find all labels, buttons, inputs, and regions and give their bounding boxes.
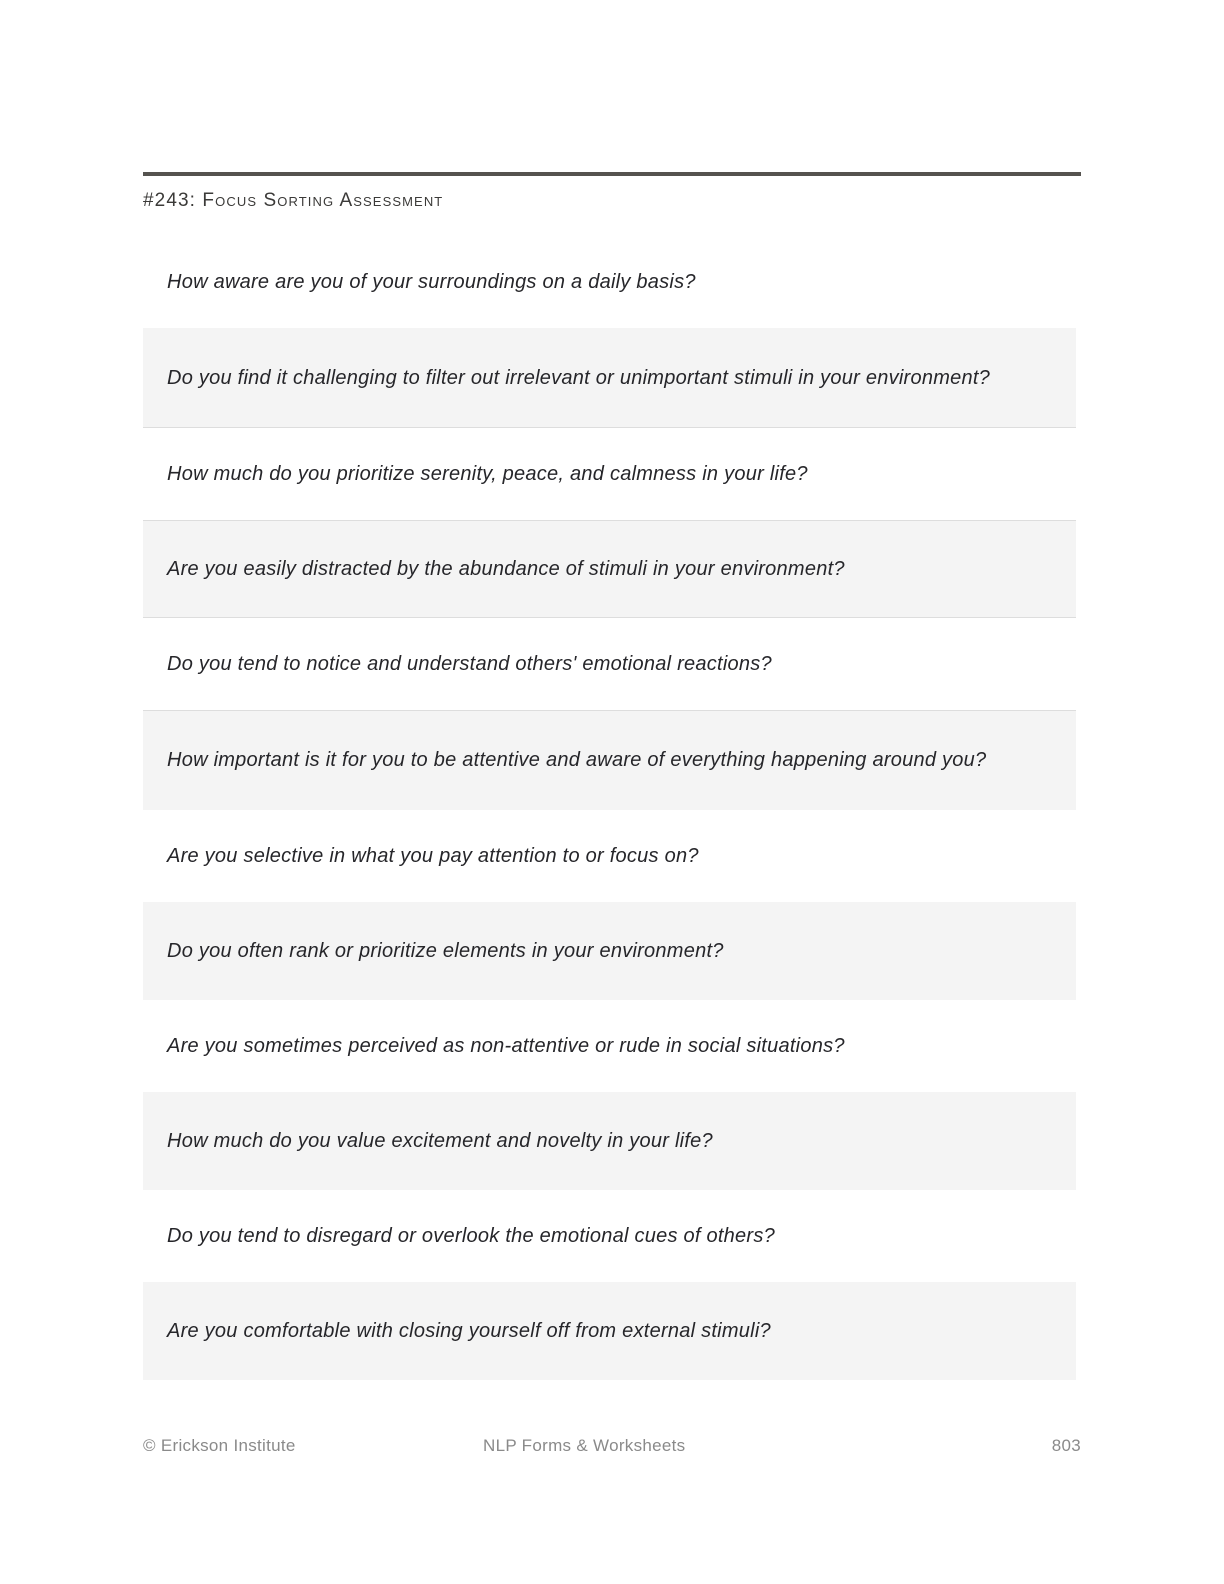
question-text: Do you find it challenging to filter out irrelevant or unimportant stimuli in your environment? [167, 366, 991, 389]
question-text: Do you tend to notice and understand others' emotional reactions? [167, 652, 772, 675]
question-text: Are you selective in what you pay attention to or focus on? [167, 844, 699, 867]
page-title: #243: Focus Sorting Assessment [143, 190, 444, 211]
question-text: Do you often rank or prioritize elements in your environment? [167, 939, 724, 962]
footer-section-title: NLP Forms & Worksheets [483, 1436, 686, 1455]
question-row [143, 428, 1076, 520]
question-text: How much do you prioritize serenity, peace, and calmness in your life? [167, 462, 808, 485]
question-row [143, 1282, 1076, 1380]
question-text: Are you sometimes perceived as non-attentive or rude in social situations? [167, 1034, 845, 1057]
question-list [143, 236, 1076, 1380]
question-row [143, 902, 1076, 1000]
page-footer [143, 1436, 1081, 1456]
question-text: How much do you value excitement and novelty in your life? [167, 1129, 713, 1152]
question-row [143, 710, 1076, 810]
footer-page-number: 803 [1051, 1436, 1081, 1455]
question-text: Are you easily distracted by the abundance of stimuli in your environment? [167, 557, 845, 580]
question-row [143, 618, 1076, 710]
question-text: Do you tend to disregard or overlook the emotional cues of others? [167, 1224, 775, 1247]
question-row [143, 810, 1076, 902]
header-rule [143, 172, 1081, 176]
question-row [143, 328, 1076, 428]
footer-copyright: © Erickson Institute [143, 1436, 296, 1455]
page-header [143, 172, 1081, 213]
question-text: Are you comfortable with closing yourself off from external stimuli? [167, 1319, 771, 1342]
question-text: How important is it for you to be attentive and aware of everything happening around you? [167, 748, 987, 771]
question-row [143, 236, 1076, 328]
question-row [143, 1000, 1076, 1092]
question-text: How aware are you of your surroundings on a daily basis? [167, 270, 696, 293]
question-row [143, 1092, 1076, 1190]
question-row [143, 1190, 1076, 1282]
question-row [143, 520, 1076, 618]
